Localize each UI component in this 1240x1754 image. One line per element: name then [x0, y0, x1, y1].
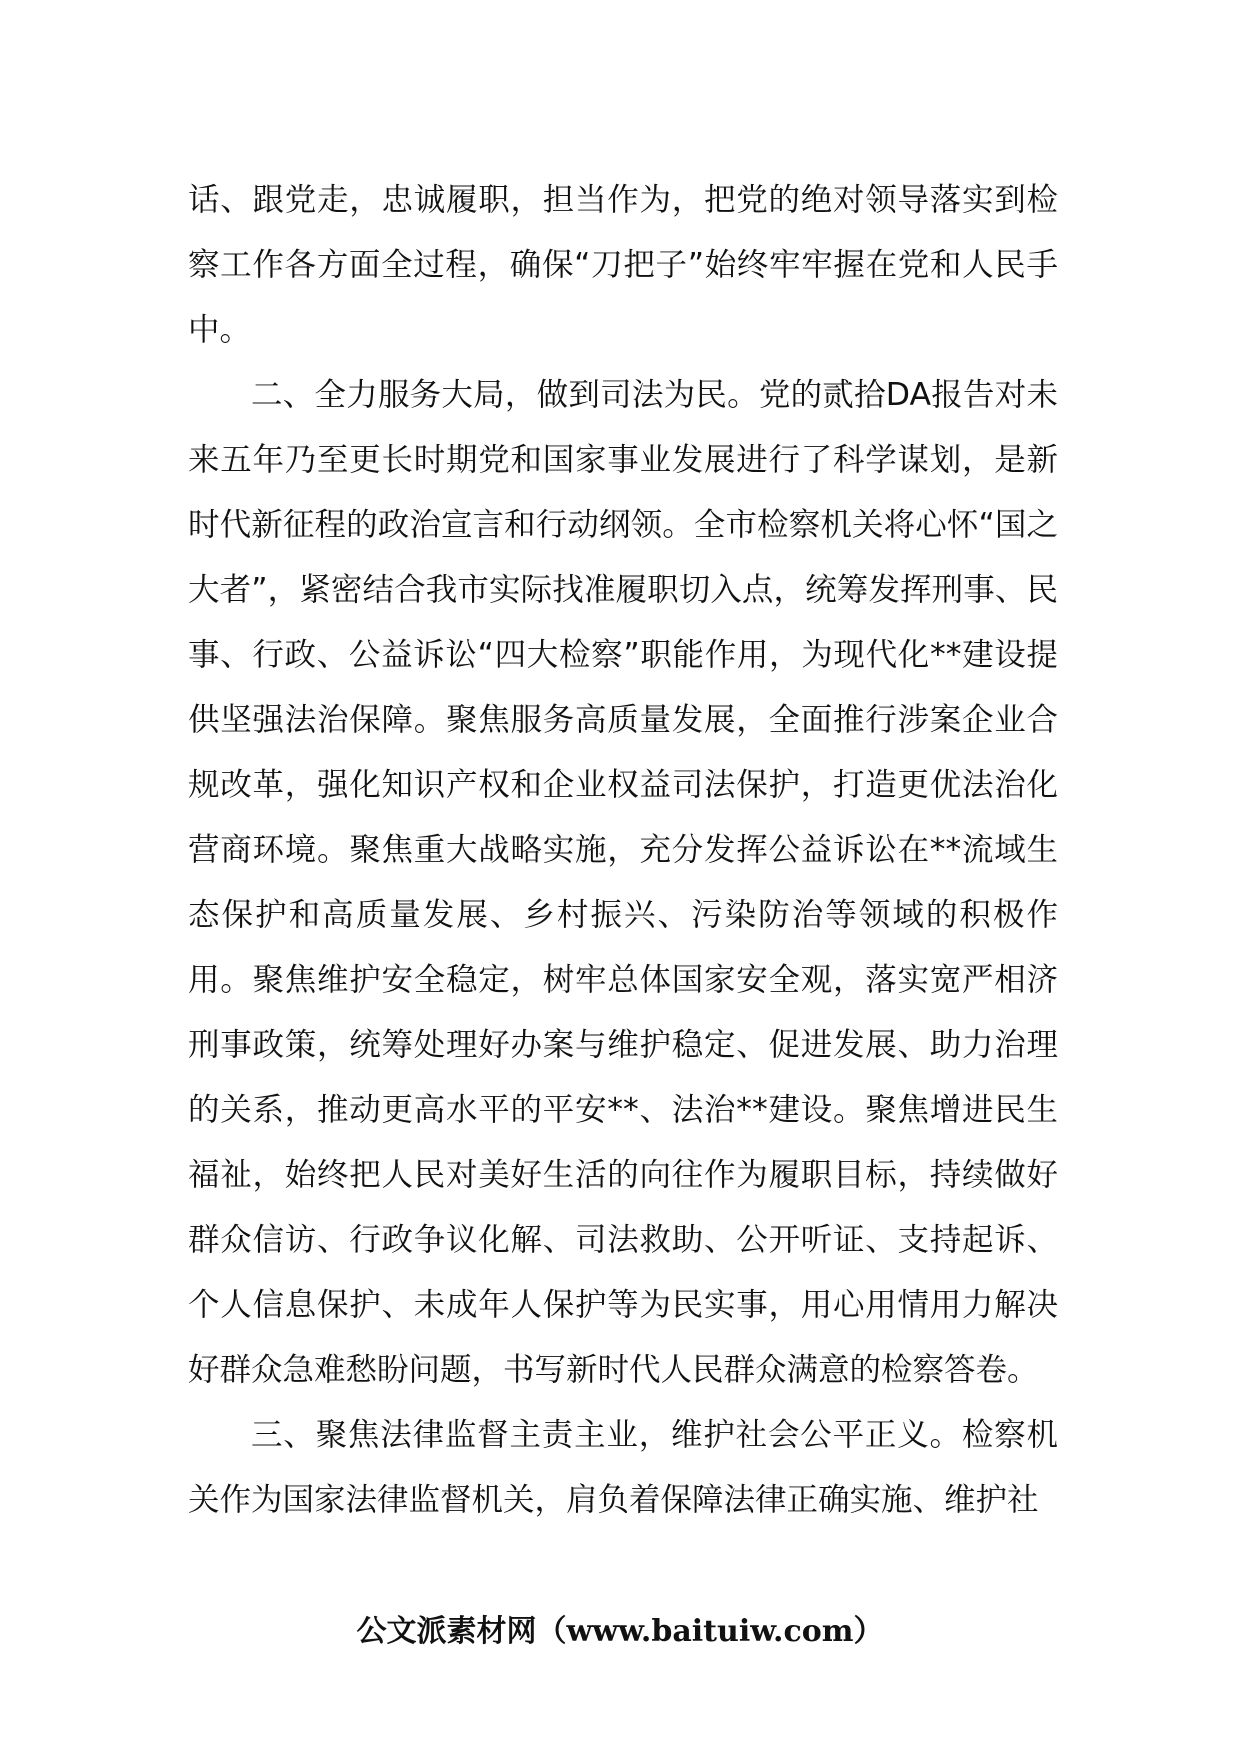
paragraph-section-three: 三、聚焦法律监督主责主业，维护社会公平正义。检察机关作为国家法律监督机关，肩负着保障法律正确实施、维护社 [188, 1417, 1058, 1518]
footer-watermark: 公文派素材网（www.baituiw.com） [356, 1614, 884, 1649]
document-body [188, 168, 1058, 1533]
paragraph-section-two: 二、全力服务大局，做到司法为民。党的贰拾DA报告对未来五年乃至更长时期党和国家事业发展进行了科学谋划，是新时代新征程的政治宣言和行动纲领。全市检察机关将心怀“国之大者”，紧密结合我市实际找准履职切入点，统筹发挥刑事、民事、行政、公益诉讼“四大检察”职能作用，为现代化**建设提供坚强法治保障。聚焦服务高质量发展，全面推行涉案企业合规改革，强化知识产权和企业权益司法保护，打造更优法治化营商环境。聚焦重大战略实施，充分发挥公益诉讼在**流域生态保护和高质量发展、乡村振兴、污染防治等领域的积极作用。聚焦维护安全稳定，树牢总体国家安全观，落实宽严相济刑事政策，统筹处理好办案与维护稳定、促进发展、助力治理的关系，推动更高水平的平安**、法治**建设。聚焦增进民生福祉，始终把人民对美好生活的向往作为履职目标，持续做好群众信访、行政争议化解、司法救助、公开听证、支持起诉、个人信息保护、未成年人保护等为民实事，用心用情用力解决好群众急难愁盼问题，书写新时代人民群众满意的检察答卷。 [188, 377, 1058, 1388]
paragraph-continuation: 话、跟党走，忠诚履职，担当作为，把党的绝对领导落实到检察工作各方面全过程，确保“刀把子”始终牢牢握在党和人民手中。 [188, 182, 1058, 348]
